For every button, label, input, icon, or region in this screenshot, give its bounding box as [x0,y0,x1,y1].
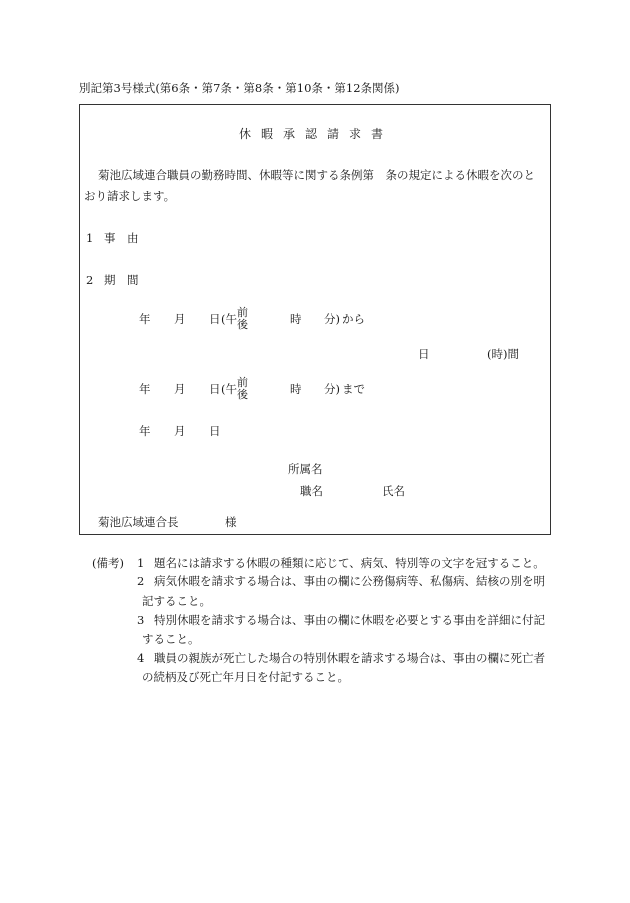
note-3-text: 特別休暇を請求する場合は、事由の欄に休暇を必要とする事由を詳細に付記 [154,613,545,627]
request-day-label: 日 [209,424,221,438]
until-pm-label: 後 [237,387,248,401]
addressee: 菊池広域連合長 [98,515,179,529]
note-4-text-cont: の続柄及び死亡年月日を付記すること。 [142,670,349,684]
notes-label: (備考) [92,556,124,570]
intro-line-1: 菊池広域連合職員の勤務時間、休暇等に関する条例第 条の規定による休暇を次のと [98,168,535,182]
until-suffix: まで [342,382,365,396]
affiliation-label: 所属名 [288,462,323,476]
intro-line-2: おり請求します。 [84,189,176,203]
item-2-number: 2 [86,273,94,287]
from-month-label: 月 [174,312,186,326]
until-hour-label: 時 [290,382,302,396]
until-day-label: 日 [209,382,221,396]
duration-hours-label: (時)間 [487,347,519,361]
from-minute-label: 分) [324,312,340,326]
from-day-label: 日 [209,312,221,326]
note-1-text: 題名には請求する休暇の種類に応じて、病気、特別等の文字を冠すること。 [154,556,545,570]
until-month-label: 月 [174,382,186,396]
request-year-label: 年 [139,424,151,438]
form-header: 別記第3号様式(第6条・第7条・第8条・第10条・第12条関係) [79,81,400,95]
from-ampm-stack [237,307,248,330]
note-3-text-cont: すること。 [142,632,200,646]
period-label: 期 間 [104,273,139,287]
request-month-label: 月 [174,424,186,438]
until-ampm-stack [237,377,248,400]
name-label: 氏名 [382,484,405,498]
from-hour-label: 時 [290,312,302,326]
from-pm-label: 後 [237,317,248,331]
item-1-number: 1 [86,231,94,245]
note-1-number: 1 [137,556,145,570]
position-label: 職名 [300,484,323,498]
form-title: 休暇承認請求書 [239,127,394,141]
until-minute-label: 分) [324,382,340,396]
note-4-text: 職員の親族が死亡した場合の特別休暇を請求する場合は、事由の欄に死亡者 [154,651,545,665]
from-am-label: 前 [237,306,248,319]
until-ampm-open: (午 [221,382,237,396]
from-ampm-open: (午 [221,312,237,326]
note-4-number: 4 [137,651,145,665]
note-3-number: 3 [137,613,145,627]
note-2-text: 病気休暇を請求する場合は、事由の欄に公務傷病等、私傷病、結核の別を明 [154,574,545,588]
note-2-number: 2 [137,574,145,588]
until-am-label: 前 [237,376,248,389]
note-2-text-cont: 記すること。 [142,594,211,608]
until-year-label: 年 [139,382,151,396]
duration-day-label: 日 [418,347,430,361]
reason-label: 事 由 [104,231,139,245]
honorific: 様 [225,515,237,529]
from-year-label: 年 [139,312,151,326]
from-suffix: から [342,312,365,326]
